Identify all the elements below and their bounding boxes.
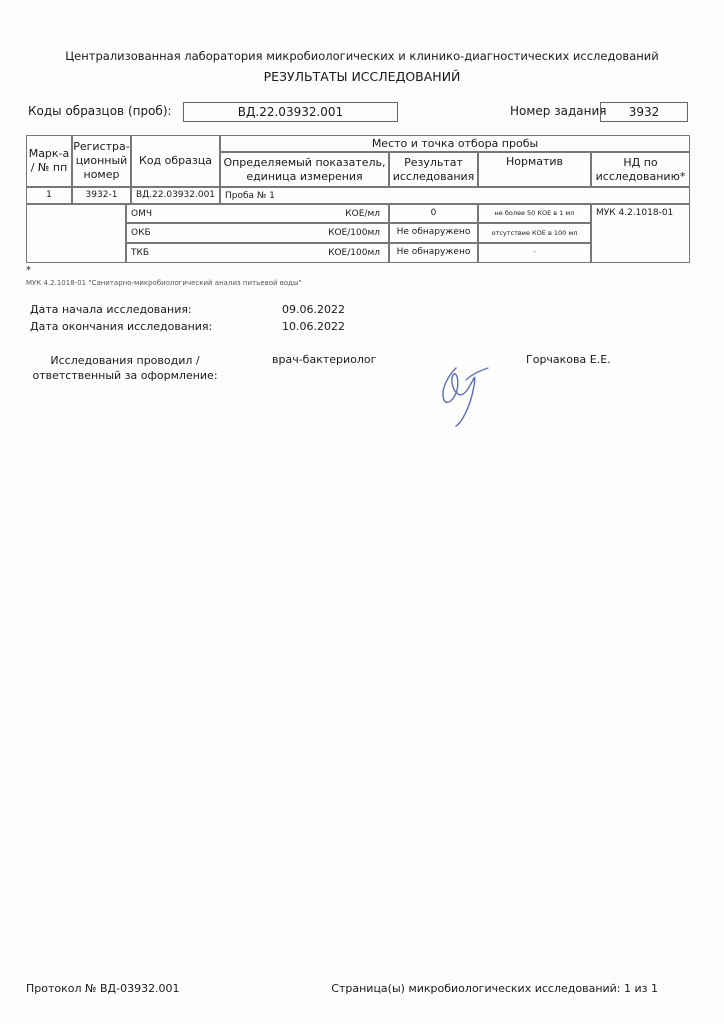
indicator-unit: КОЕ/100мл <box>328 228 380 238</box>
responsible-name: Горчакова Е.Е. <box>526 353 611 366</box>
task-number-label: Номер задания <box>510 104 607 118</box>
indicator-name: ОКБ <box>131 228 151 238</box>
indicator-unit: КОЕ/мл <box>345 208 380 219</box>
signature-icon <box>430 360 500 432</box>
document-title: РЕЗУЛЬТАТЫ ИССЛЕДОВАНИЙ <box>263 69 461 84</box>
result-value: 0 <box>389 204 478 223</box>
footnote-mark: * <box>26 265 31 276</box>
responsible-label-line2: ответственный за оформление: <box>32 369 218 382</box>
page-count: Страница(ы) микробиологических исследований: 1 из 1 <box>331 982 658 995</box>
start-date-value: 09.06.2022 <box>282 303 345 316</box>
end-date-label: Дата окончания исследования: <box>30 320 213 333</box>
responsible-position: врач-бактериолог <box>272 353 377 366</box>
indicator-unit: КОЕ/100мл <box>328 248 380 258</box>
header-reg-number: Регистра-ционный номер <box>72 135 131 187</box>
results-table <box>26 135 690 263</box>
norm-value: отсутствие КОЕ в 100 мл <box>478 223 591 243</box>
header-sampling-place: Место и точка отбора пробы <box>220 135 690 152</box>
indicator-name: ТКБ <box>131 248 150 258</box>
end-date-value: 10.06.2022 <box>282 320 345 333</box>
result-value: Не обнаружено <box>389 223 478 243</box>
sample-codes-label: Коды образцов (проб): <box>28 104 172 118</box>
norm-value: - <box>478 243 591 263</box>
header-result: Результат исследования <box>389 152 478 187</box>
result-value: Не обнаружено <box>389 243 478 263</box>
table-row-indicator-3 <box>126 243 389 263</box>
nd-value: МУК 4.2.1018-01 <box>591 204 690 263</box>
header-nd: НД по исследованию* <box>591 152 690 187</box>
table-row-indicator-2 <box>126 223 389 243</box>
laboratory-name: Централизованная лаборатория микробиологических и клинико-диагностических исследований <box>65 49 659 63</box>
norm-value: не более 50 КОЕ в 1 мл <box>478 204 591 223</box>
indicator-name: ОМЧ <box>131 208 153 219</box>
header-indicator: Определяемый показатель, единица измерения <box>220 152 389 187</box>
responsible-label-line1: Исследования проводил / <box>50 354 200 367</box>
sample-code: ВД.22.03932.001 <box>131 187 220 204</box>
sample-reg-number: 3932-1 <box>72 187 131 204</box>
sample-place: Проба № 1 <box>220 187 690 204</box>
header-mark: Марк-а / № пп <box>26 135 72 187</box>
header-sample-code: Код образца <box>131 135 220 187</box>
sample-mark: 1 <box>26 187 72 204</box>
sample-codes-value: ВД.22.03932.001 <box>183 102 398 122</box>
start-date-label: Дата начала исследования: <box>30 303 192 316</box>
table-row-indicator-1 <box>126 204 389 223</box>
task-number-value: 3932 <box>600 102 688 122</box>
blank-left-block <box>26 204 126 263</box>
protocol-number: Протокол № ВД-03932.001 <box>26 982 180 995</box>
responsible-label <box>30 353 220 383</box>
header-norm: Норматив <box>478 152 591 187</box>
footnote-text: МУК 4.2.1018-01 "Санитарно-микробиологический анализ питьевой воды" <box>26 279 302 287</box>
